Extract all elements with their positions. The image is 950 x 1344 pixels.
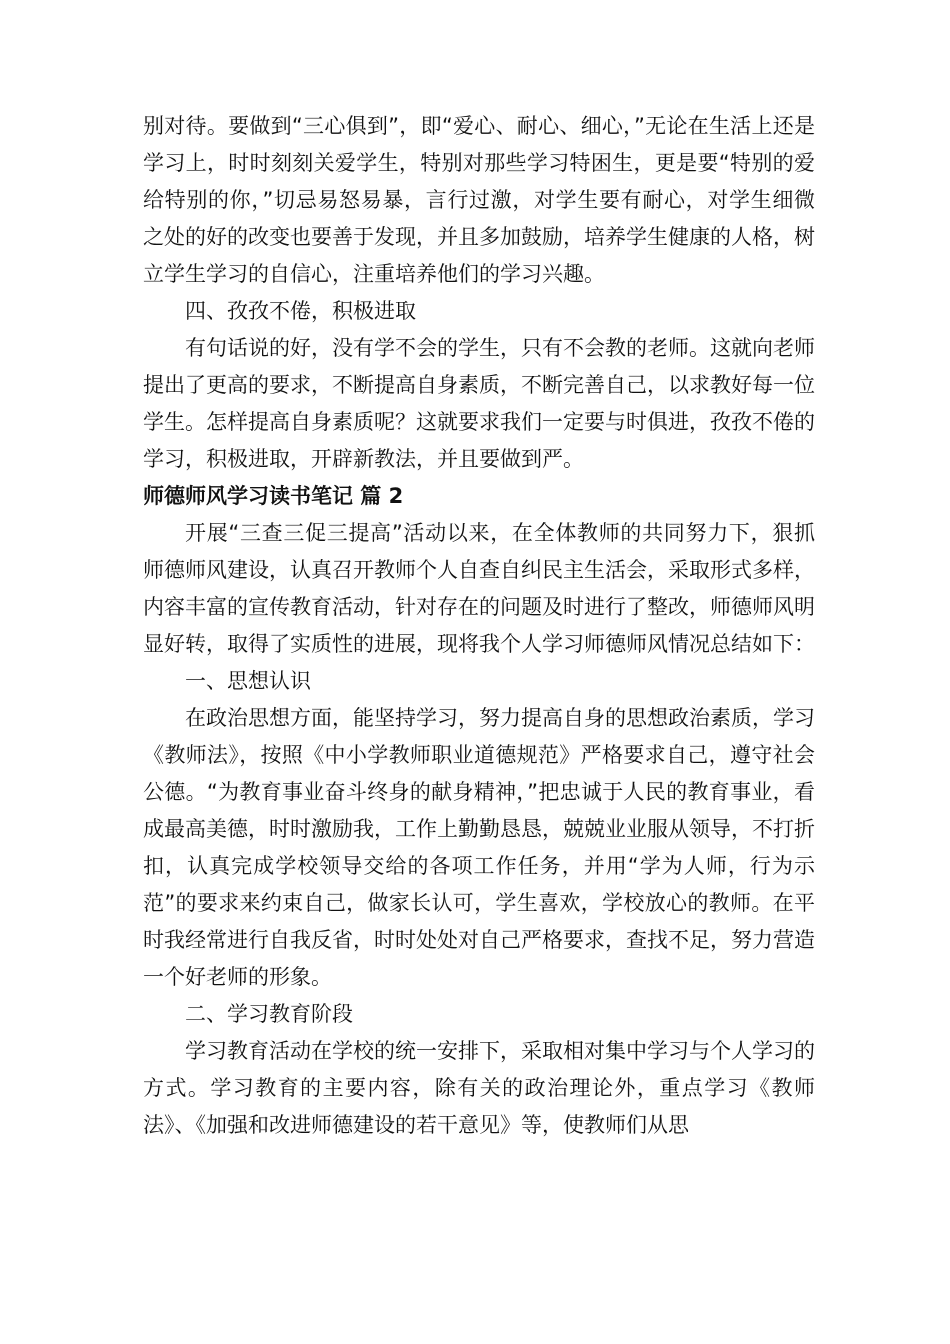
paragraph: 开展“三查三促三提高”活动以来，在全体教师的共同努力下，狠抓师德师风建设，认真召开教师个人自查自纠民主生活会，采取形式多样，内容丰富的宣传教育活动，针对存在的问题及时进行了整改，师德师风明显好转，取得了实质性的进展，现将我个人学习师德师风情况总结如下：: [143, 521, 815, 656]
paragraph: 在政治思想方面，能坚持学习，努力提高自身的思想政治素质，学习《教师法》，按照《中小学教师职业道德规范》严格要求自己，遵守社会公德。“为教育事业奋斗终身的献身精神，”把忠诚于人民的教育事业，看成最高美德，时时激励我，工作上勤勤恳恳，兢兢业业服从领导，不打折扣，认真完成学校领导交给的各项工作任务，并用“学为人师，行为示范”的要求来约束自己，做家长认可，学生喜欢，学校放心的教师。在平时我经常进行自我反省，时时处处对自己严格要求，查找不足，努力营造一个好老师的形象。: [143, 706, 815, 989]
document-page: [143, 108, 815, 1144]
section-heading-two: 二、学习教育阶段: [185, 1002, 353, 1026]
paragraph: 学习教育活动在学校的统一安排下，采取相对集中学习与个人学习的方式。学习教育的主要内容，除有关的政治理论外，重点学习《教师法》、《加强和改进师德建设的若干意见》等，使教师们从思: [143, 1039, 815, 1137]
section-heading-one: 一、思想认识: [185, 669, 311, 693]
section-heading-four: 四、孜孜不倦，积极进取: [185, 299, 416, 323]
paragraph-continued: 别对待。要做到“三心俱到”，即“爱心、耐心、细心，”无论在生活上还是学习上，时时刻刻关爱学生，特别对那些学习特困生，更是要“特别的爱给特别的你，”切忌易怒易暴，言行过激，对学生要有耐心，对学生细微之处的好的改变也要善于发现，并且多加鼓励，培养学生健康的人格，树立学生学习的自信心，注重培养他们的学习兴趣。: [143, 114, 815, 286]
article-title: 师德师风学习读书笔记 篇 2: [143, 484, 404, 508]
paragraph: 有句话说的好，没有学不会的学生，只有不会教的老师。这就向老师提出了更高的要求，不断提高自身素质，不断完善自己，以求教好每一位学生。怎样提高自身素质呢？这就要求我们一定要与时俱进，孜孜不倦的学习，积极进取，开辟新教法，并且要做到严。: [143, 336, 815, 471]
